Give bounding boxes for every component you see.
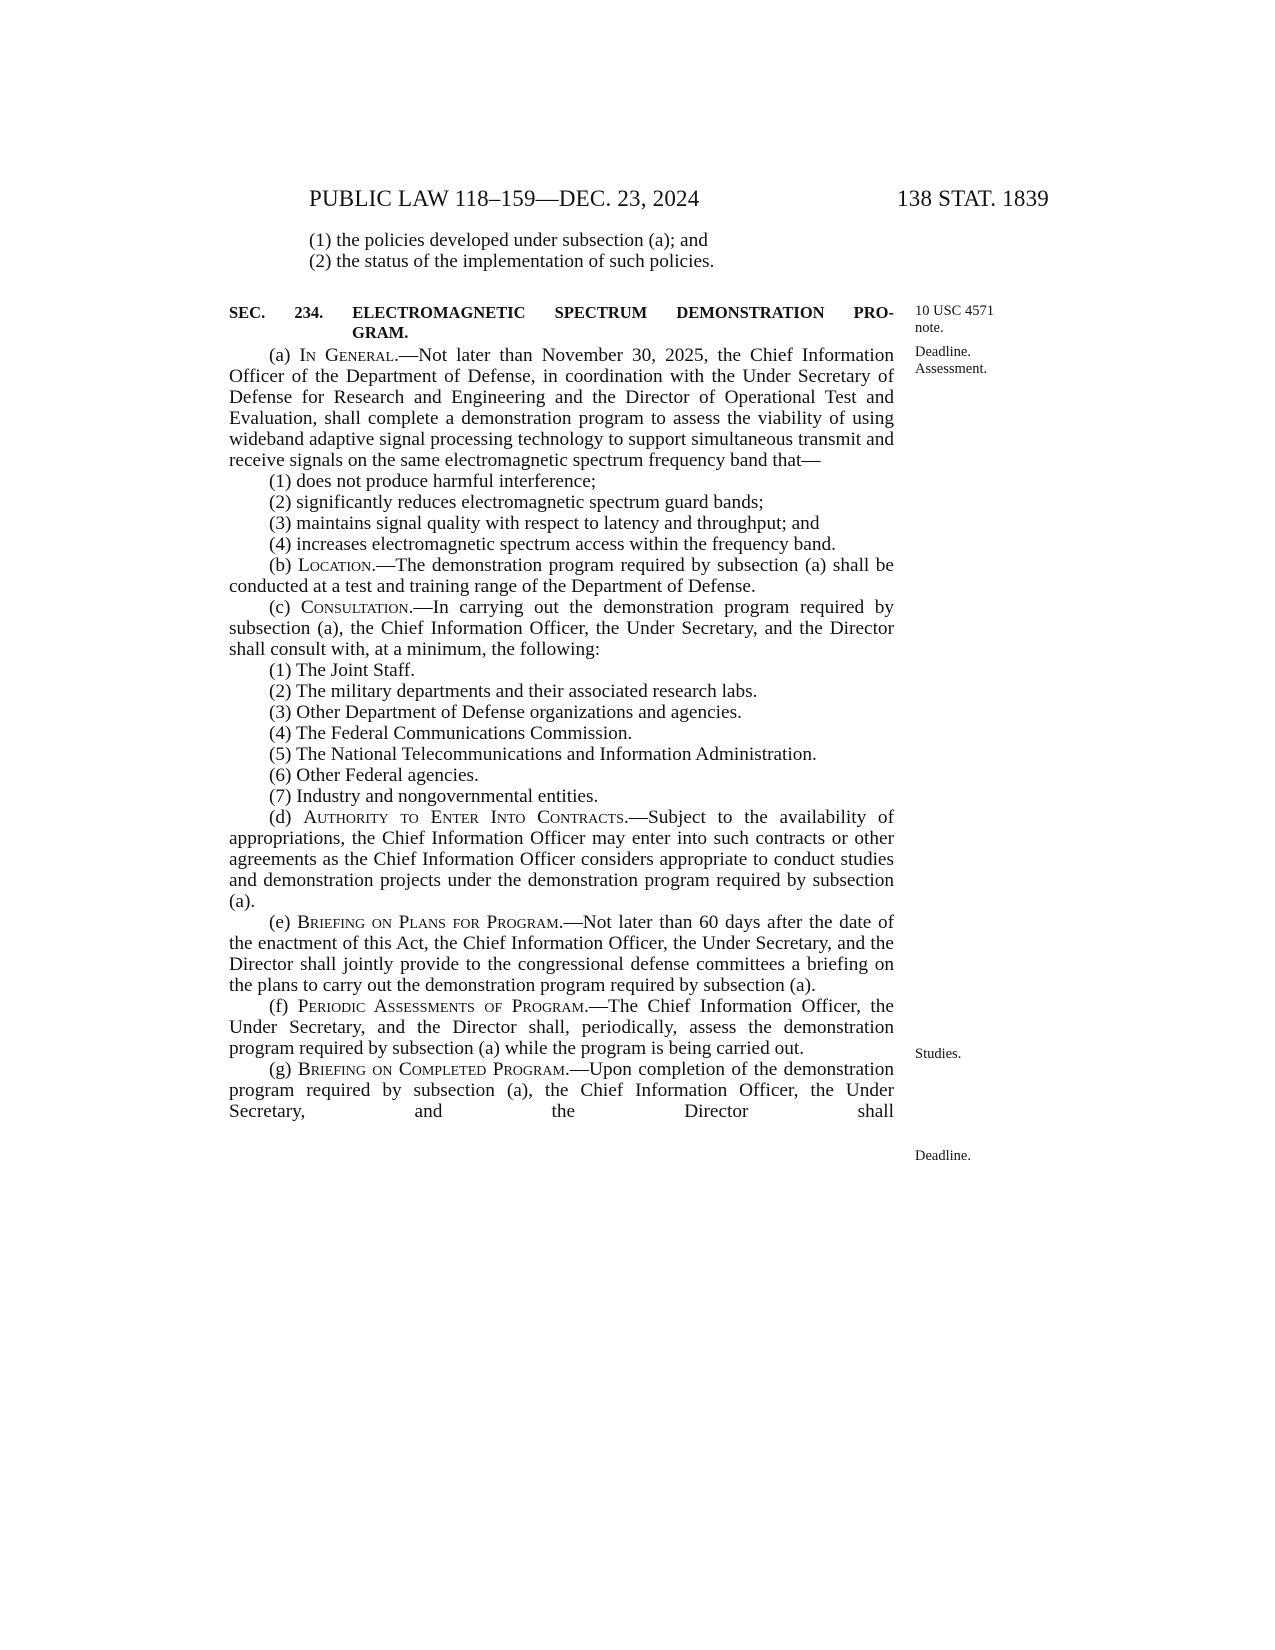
sec-word: 234.: [294, 303, 324, 322]
usc-cite: 10 USC 4571: [915, 303, 994, 319]
list-item: (4) The Federal Communications Commission.: [269, 723, 633, 744]
subsec-heading: Briefing on Completed Program: [297, 1059, 565, 1080]
carryover-item: (1) the policies developed under subsection (a); and: [309, 230, 708, 251]
sec-word: ELECTROMAGNETIC: [352, 303, 526, 322]
subsec-heading: Periodic Assessments of Program: [297, 996, 584, 1017]
list-item: (2) significantly reduces electromagnetic spectrum guard bands;: [269, 492, 764, 513]
subsection-f: [229, 996, 894, 1059]
subsec-label: (d): [269, 807, 304, 828]
subsection-c: [229, 597, 894, 660]
running-header-title: PUBLIC LAW 118–159—DEC. 23, 2024: [309, 186, 700, 211]
subsec-text: .—Not later than 60 days after the date of the enactment of this Act, the Chief Information Officer, the Under Secretary, and the Director shall jointly provide to the congressional defense committees a briefing on the plans to carry out the demonstration program required by subsection (a).: [229, 912, 895, 996]
subsec-text: .—In carrying out the demonstration program required by subsection (a), the Chief Information Officer, the Under Secretary, and the Director shall consult with, at a minimum, the following:: [229, 597, 894, 660]
sec-word: SEC.: [229, 303, 266, 322]
carryover-item: (2) the status of the implementation of such policies.: [309, 251, 715, 272]
list-item: (3) Other Department of Defense organizations and agencies.: [269, 702, 742, 723]
list-item: (6) Other Federal agencies.: [269, 765, 479, 786]
subsec-text: .—Not later than November 30, 2025, the Chief Information Officer of the Department of Defense, in coordination with the Under Secretary of Defense for Research and Engineering and the Director of Operational Test and Evaluation, shall complete a demonstration program to assess the viability of using wideband adaptive signal processing technology to support simultaneous transmit and receive signals on the same electromagnetic spectrum frequency band that—: [229, 345, 894, 471]
list-item: (1) does not produce harmful interference;: [269, 471, 597, 492]
subsec-label: (g): [269, 1059, 298, 1080]
subsec-text: .—The demonstration program required by subsection (a) shall be conducted at a test and training range of the Department of Defense.: [229, 555, 894, 597]
deadline-note: Deadline.: [915, 344, 971, 360]
sec-word-cont: GRAM.: [352, 323, 409, 342]
subsection-g: [229, 1059, 894, 1122]
section-body: [229, 345, 894, 1122]
carryover-items: [229, 230, 894, 272]
margin-note-deadline-assessment: [915, 344, 987, 378]
subsec-label: (c): [269, 597, 301, 618]
running-header-page: 138 STAT. 1839: [897, 186, 1049, 211]
subsection-e: [229, 912, 894, 996]
subsec-heading: Briefing on Plans for Program: [297, 912, 559, 933]
list-item: (3) maintains signal quality with respect to latency and throughput; and: [269, 513, 820, 534]
usc-note: note.: [915, 320, 944, 336]
margin-note-studies: Studies.: [915, 1046, 962, 1062]
subsec-heading: Consultation: [300, 597, 409, 618]
subsec-label: (e): [269, 912, 298, 933]
margin-note-usc: [915, 303, 994, 337]
sec-word: SPECTRUM: [554, 303, 648, 322]
subsec-text: .—The Chief Information Officer, the Under Secretary, and the Director shall, periodically, assess the demonstration program required by subsection (a) while the program is being carried out.: [229, 996, 894, 1059]
subsec-heading: Authority to Enter Into Contracts: [303, 807, 624, 828]
list-item: (5) The National Telecommunications and Information Administration.: [269, 744, 817, 765]
subsection-d: [229, 807, 894, 912]
subsection-b: [229, 555, 894, 597]
sec-word: DEMONSTRATION: [676, 303, 825, 322]
subsec-heading: In General: [299, 345, 395, 366]
sec-word: PRO-: [853, 303, 894, 322]
subsec-label: (a): [269, 345, 300, 366]
subsec-label: (f): [269, 996, 298, 1017]
list-item: (2) The military departments and their associated research labs.: [269, 681, 758, 702]
section-heading: [229, 303, 894, 343]
subsec-text: .—Subject to the availability of appropriations, the Chief Information Officer may enter into such contracts or other agreements as the Chief Information Officer considers appropriate to conduct studies and demonstration projects under the demonstration program required by subsection (a).: [229, 807, 894, 912]
list-item: (7) Industry and nongovernmental entities.: [269, 786, 599, 807]
assessment-note: Assessment.: [915, 361, 988, 377]
list-item: (1) The Joint Staff.: [269, 660, 416, 681]
subsec-text: .—Upon completion of the demonstration program required by subsection (a), the Chief Information Officer, the Under Secretary, and the Director shall: [229, 1059, 894, 1122]
list-item: (4) increases electromagnetic spectrum access within the frequency band.: [269, 534, 836, 555]
subsection-a: [229, 345, 894, 471]
margin-note-deadline: Deadline.: [915, 1148, 971, 1164]
subsec-label: (b): [269, 555, 298, 576]
subsec-heading: Location: [298, 555, 372, 576]
